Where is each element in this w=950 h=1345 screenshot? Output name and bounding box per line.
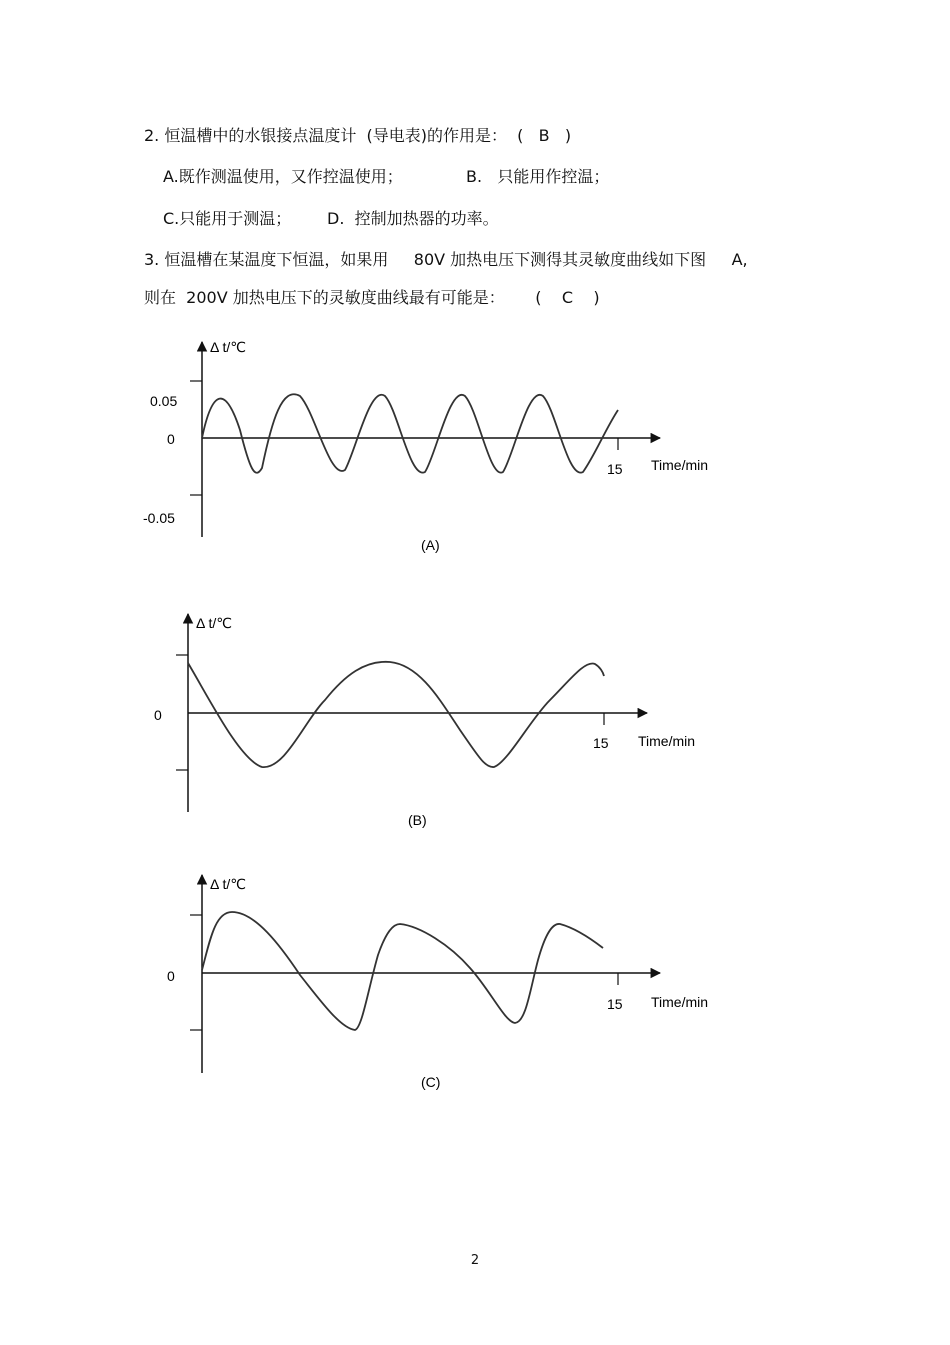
- figure-a-ytick-zero-label: 0: [167, 431, 175, 447]
- figure-b-curve: [188, 662, 604, 767]
- q2-stem: 2. 恒温槽中的水银接点温度计 (导电表)的作用是： ( B ): [144, 126, 572, 145]
- figure-a-caption: (A): [421, 537, 440, 553]
- figure-b-xtick-label: 15: [593, 735, 609, 751]
- q2-option-c: C.只能用于测温；: [163, 209, 292, 228]
- figure-b-xlabel: Time/min: [638, 733, 696, 749]
- figure-b: [154, 614, 695, 828]
- figure-a-ylabel: Δ t/℃: [210, 339, 246, 355]
- figure-a: [143, 339, 708, 553]
- page-number: 2: [470, 1253, 480, 1268]
- q3-stem-line2: 则在 200V 加热电压下的灵敏度曲线最有可能是： ( C ): [144, 288, 600, 307]
- figure-a-curve: [202, 394, 618, 473]
- figure-a-ytick-top-label: 0.05: [150, 393, 178, 409]
- figure-c-ylabel: Δ t/℃: [210, 876, 246, 892]
- q2-option-b: B. 只能用作控温；: [466, 167, 610, 186]
- q2-option-d: D. 控制加热器的功率。: [327, 209, 499, 228]
- figure-b-ytick-zero-label: 0: [154, 707, 162, 723]
- q3-stem-line1: 3. 恒温槽在某温度下恒温，如果用 80V 加热电压下测得其灵敏度曲线如下图 A,: [144, 250, 748, 269]
- figure-b-ylabel: Δ t/℃: [196, 615, 232, 631]
- figure-c-xtick-label: 15: [607, 996, 623, 1012]
- figure-c-caption: (C): [421, 1074, 441, 1090]
- figure-c-xlabel: Time/min: [651, 994, 709, 1010]
- figure-a-xlabel: Time/min: [651, 457, 709, 473]
- figure-c-ytick-zero-label: 0: [167, 968, 175, 984]
- figure-c: [167, 875, 708, 1090]
- figure-c-curve: [202, 912, 603, 1030]
- q2-option-a: A.既作测温使用，又作控温使用；: [163, 167, 403, 186]
- figure-b-caption: (B): [408, 812, 427, 828]
- figure-a-xtick-label: 15: [607, 461, 623, 477]
- figure-a-ytick-bottom-label: -0.05: [143, 510, 175, 526]
